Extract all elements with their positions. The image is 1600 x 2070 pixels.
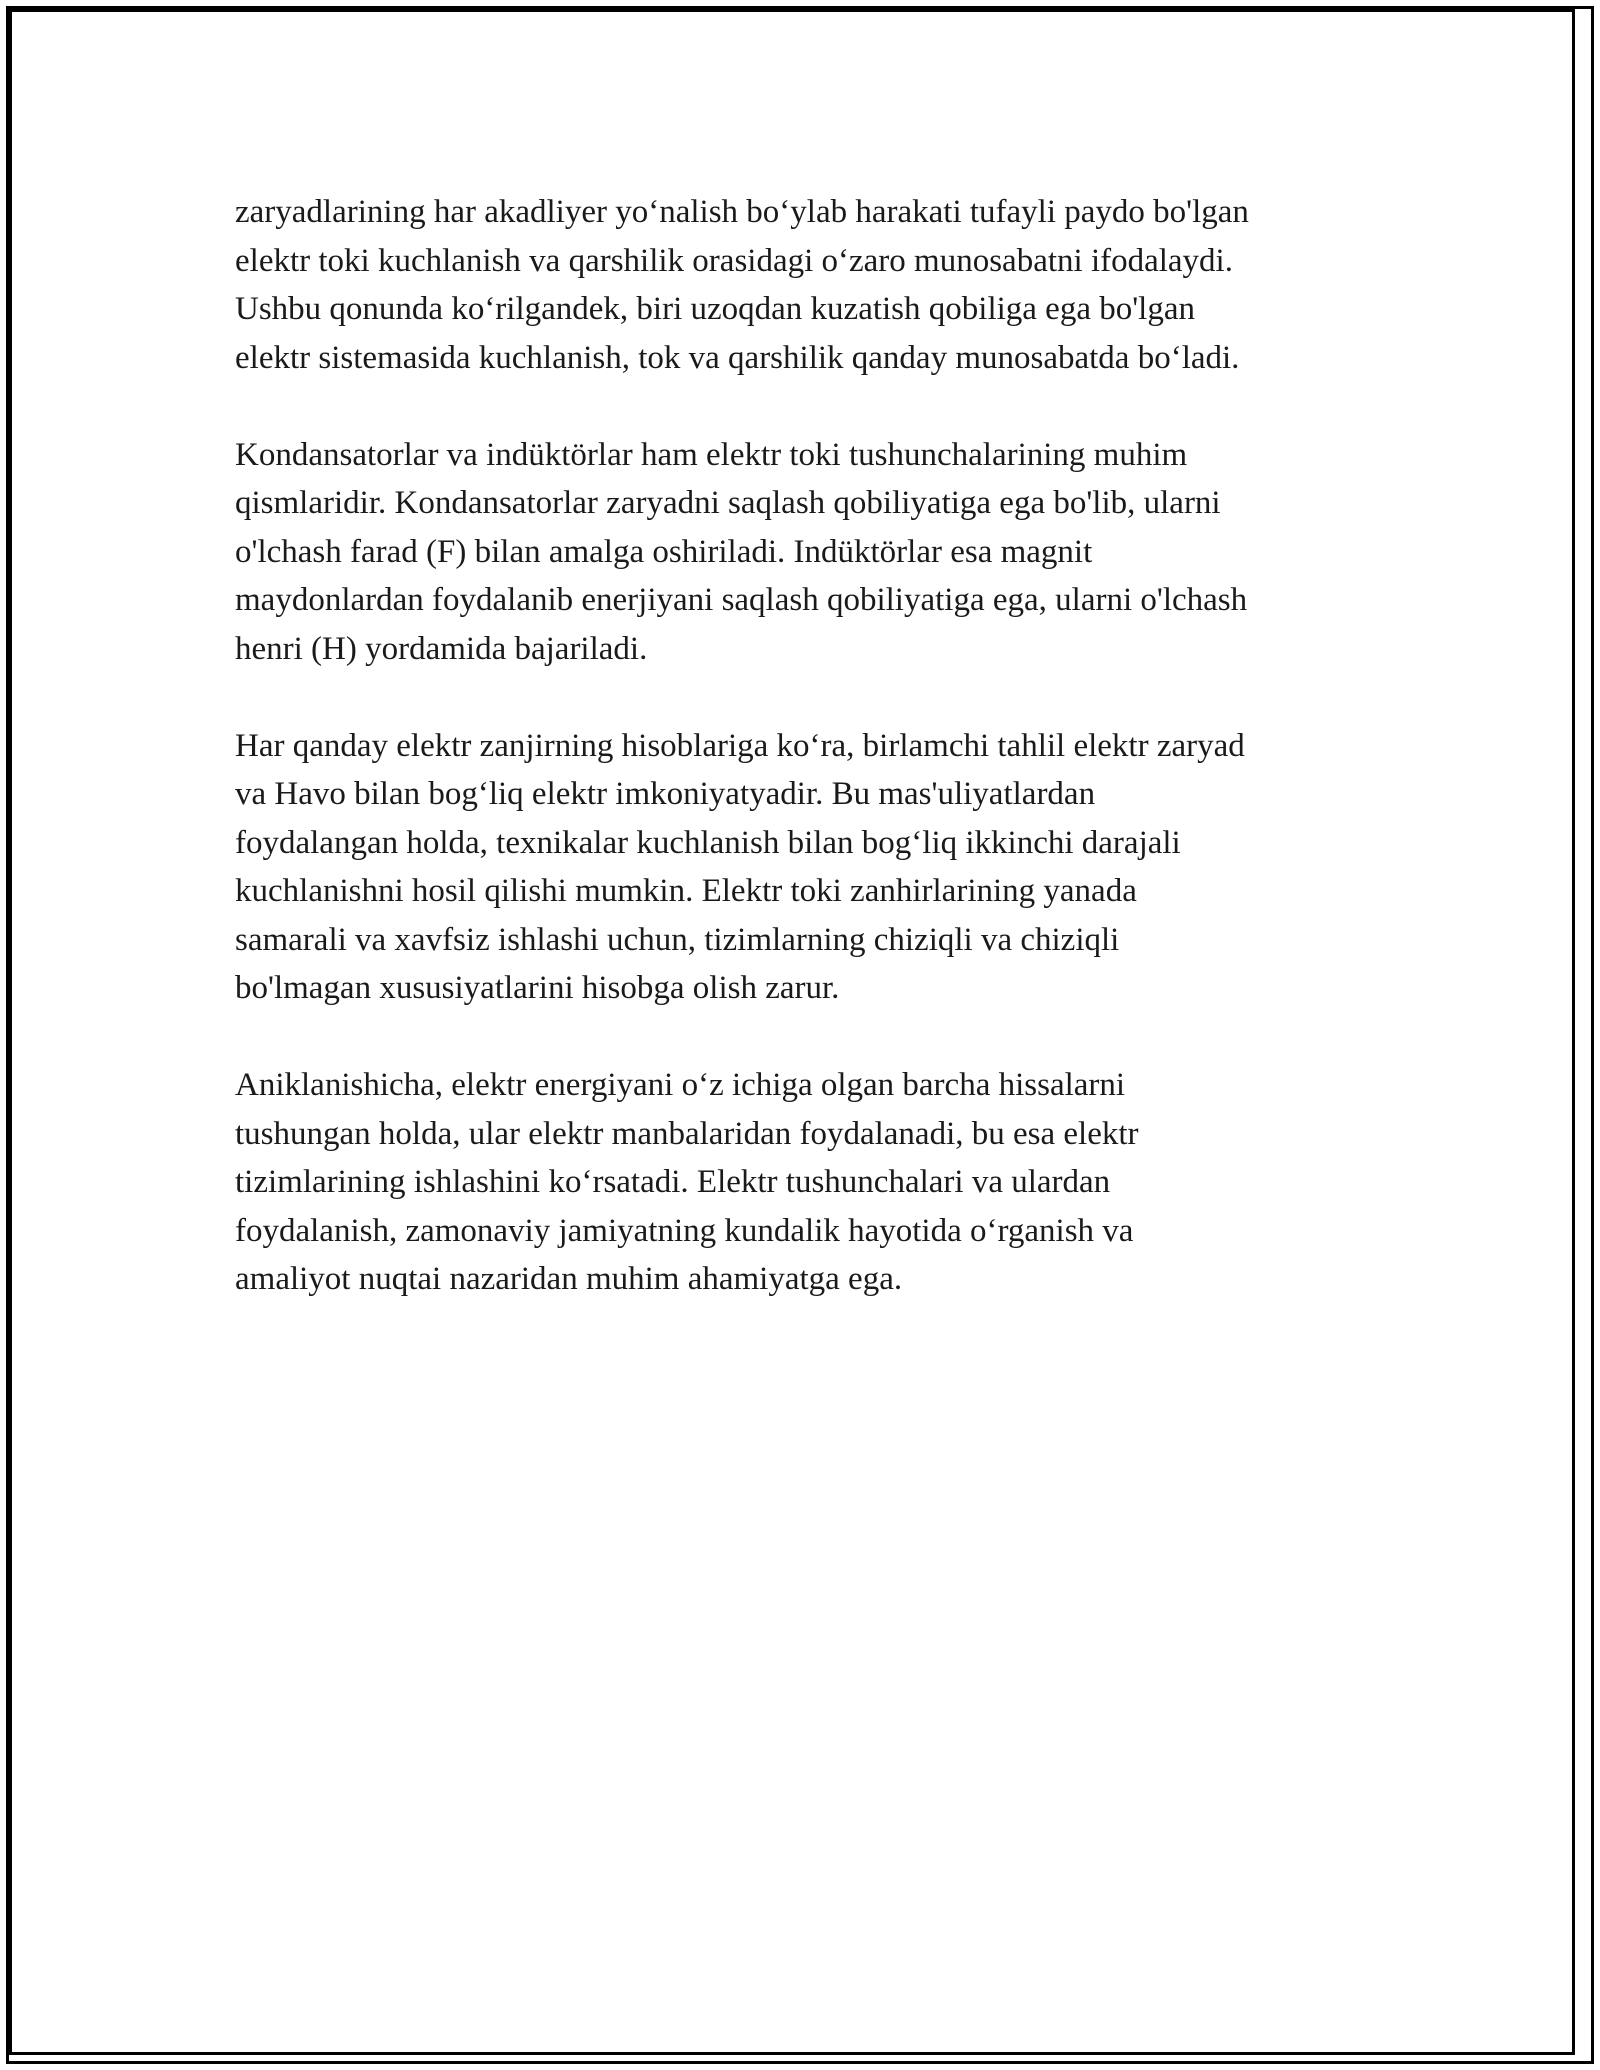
paragraph-3 bbox=[235, 722, 1395, 1013]
text-line: maydonlardan foydalanib enerjiyani saqlash qobiliyatiga ega, ularni o'lchash bbox=[235, 582, 1248, 618]
text-line: Har qanday elektr zanjirning hisoblariga ko‘ra, birlamchi tahlil elektr zaryad bbox=[235, 727, 1245, 764]
text-line: tizimlarining ishlashini ko‘rsatadi. Elektr tushunchalari va ulardan bbox=[235, 1164, 1111, 1200]
text-line: zaryadlarining har akadliyer yo‘nalish bo‘ylab harakati tufayli paydo bo'lgan bbox=[235, 194, 1249, 230]
paragraph-1 bbox=[235, 188, 1395, 382]
text-line: samarali va xavfsiz ishlashi uchun, tizimlarning chiziqli va chiziqli bbox=[235, 921, 1120, 958]
text-line: elektr toki kuchlanish va qarshilik orasidagi o‘zaro munosabatni ifodalaydi. bbox=[235, 242, 1233, 279]
text-line: tushungan holda, ular elektr manbalaridan foydalanadi, bu esa elektr bbox=[235, 1115, 1139, 1152]
text-line: foydalanish, zamonaviy jamiyatning kundalik hayotida o‘rganish va bbox=[235, 1212, 1134, 1249]
text-line: va Havo bilan bog‘liq elektr imkoniyatyadir. Bu mas'uliyatlardan bbox=[235, 776, 1096, 812]
text-line: amaliyot nuqtai nazaridan muhim ahamiyatga ega. bbox=[235, 1261, 903, 1297]
text-line: foydalangan holda, texnikalar kuchlanish bilan bog‘liq ikkinchi darajali bbox=[235, 824, 1181, 861]
text-line: henri (H) yordamida bajariladi. bbox=[235, 630, 648, 667]
text-line: o'lchash farad (F) bilan amalga oshiriladi. Indüktörlar esa magnit bbox=[235, 533, 1093, 570]
text-line: bo'lmagan xususiyatlarini hisobga olish zarur. bbox=[235, 970, 840, 1006]
document-body bbox=[235, 188, 1395, 1352]
paragraph-4 bbox=[235, 1061, 1395, 1304]
paragraph-2 bbox=[235, 431, 1395, 674]
text-line: qismlaridir. Kondansatorlar zaryadni saqlash qobiliyatiga ega bo'lib, ularni bbox=[235, 485, 1221, 521]
text-line: Kondansatorlar va indüktörlar ham elektr toki tushunchalarining muhim bbox=[235, 436, 1188, 473]
text-line: elektr sistemasida kuchlanish, tok va qarshilik qanday munosabatda bo‘ladi. bbox=[235, 339, 1240, 376]
text-line: kuchlanishni hosil qilishi mumkin. Elektr toki zanhirlarining yanada bbox=[235, 873, 1137, 909]
text-line: Aniklanishicha, elektr energiyani o‘z ichiga olgan barcha hissalarni bbox=[235, 1067, 1126, 1103]
text-line: Ushbu qonunda ko‘rilgandek, biri uzoqdan kuzatish qobiliga ega bo'lgan bbox=[235, 291, 1195, 327]
